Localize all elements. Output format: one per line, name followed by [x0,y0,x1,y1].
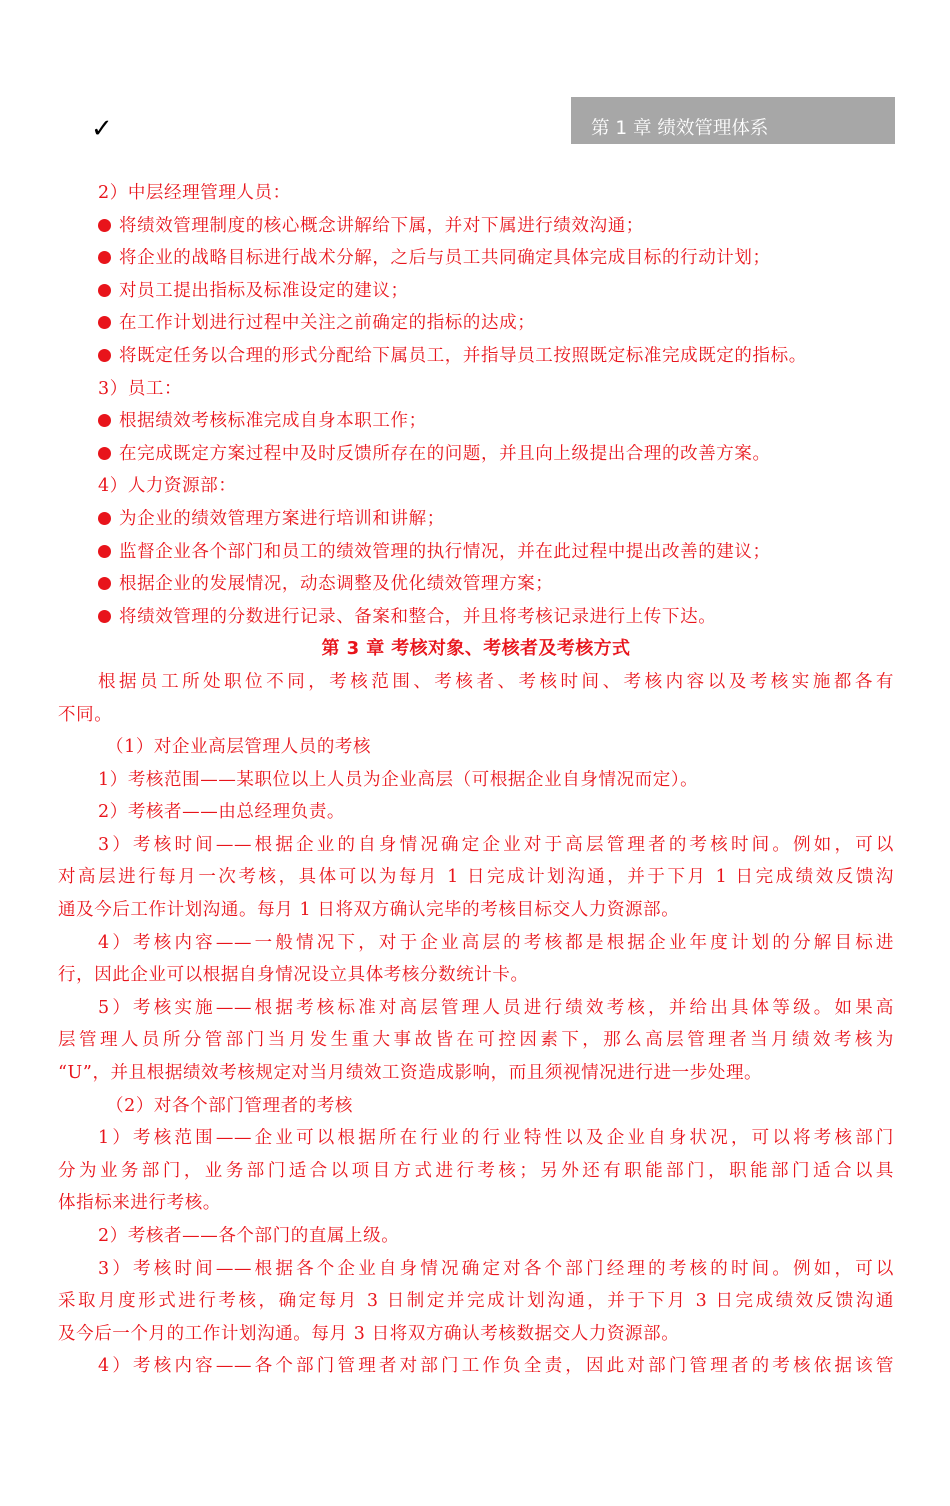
bullet-text: 将既定任务以合理的形式分配给下属员工，并指导员工按照既定标准完成既定的指标。 [119,345,807,366]
text-line [58,959,894,992]
text-line [58,829,894,862]
paragraph-text: 不同。 [58,704,113,725]
bullet-dot-icon [98,219,111,232]
paragraph-text: 层管理人员所分管部门当月发生重大事故皆在可控因素下，那么高层管理者当月绩效考核为 [58,1030,894,1051]
bullet-dot-icon [98,610,111,623]
text-line [58,1024,894,1057]
paragraph-text: 3）考核时间——根据各个企业自身情况确定对各个部门经理的考核的时间。例如，可以 [98,1258,894,1279]
chapter-header-box [571,97,895,144]
text-line [58,861,894,894]
text-line [58,1318,894,1351]
bullet-item [58,275,894,308]
paragraph-text: 通及今后工作计划沟通。每月 1 日将双方确认完毕的考核目标交人力资源部。 [58,900,680,921]
paragraph-text: 分为业务部门，业务部门适合以项目方式进行考核；另外还有职能部门，职能部门适合以具 [58,1160,894,1181]
bullet-text: 将企业的战略目标进行战术分解，之后与员工共同确定具体完成目标的行动计划； [119,248,771,269]
bullet-dot-icon [98,577,111,590]
text-line [58,177,894,210]
paragraph-text: 2）中层经理管理人员： [98,183,291,203]
chapter-header-title: 第 1 章 绩效管理体系 [591,118,769,139]
paragraph-text: 2）考核者——由总经理负责。 [98,802,346,823]
text-line [58,666,894,699]
paragraph-text: 4）人力资源部： [98,476,237,497]
text-line [58,470,894,503]
paragraph-text: 对高层进行每月一次考核，具体可以为每月 1 日完成计划沟通，并于下月 1 日完成绩效反馈沟 [58,867,894,888]
paragraph-text: 1）考核范围——企业可以根据所在行业的行业特性以及企业自身状况，可以将考核部门 [98,1128,894,1149]
paragraph-text: 3）考核时间——根据企业的自身情况确定企业对于高层管理者的考核时间。例如，可以 [98,834,894,855]
bullet-item [58,536,894,569]
bullet-text: 在完成既定方案过程中及时反馈所存在的问题，并且向上级提出合理的改善方案。 [119,443,771,464]
paragraph-text: 采取月度形式进行考核，确定每月 3 日制定并完成计划沟通，并于下月 3 日完成绩效反馈沟通 [58,1291,894,1312]
bullet-text: 根据绩效考核标准完成自身本职工作； [119,411,427,432]
bullet-text: 根据企业的发展情况，动态调整及优化绩效管理方案； [119,574,554,595]
paragraph-text: 1）考核范围——某职位以上人员为企业高层（可根据企业自身情况而定）。 [98,769,699,790]
bullet-text: 在工作计划进行过程中关注之前确定的指标的达成； [119,313,536,334]
text-line [58,1187,894,1220]
text-line [58,1155,894,1188]
text-line [58,1253,894,1286]
bullet-text: 将绩效管理制度的核心概念讲解给下属，并对下属进行绩效沟通； [119,215,644,236]
bullet-text: 为企业的绩效管理方案进行培训和讲解； [119,508,445,529]
bullet-dot-icon [98,414,111,427]
bullet-item [58,601,894,634]
bullet-dot-icon [98,284,111,297]
paragraph-text: （2）对各个部门管理者的考核 [106,1095,354,1116]
text-line [58,764,894,797]
paragraph-text: 4）考核内容——一般情况下，对于企业高层的考核都是根据企业年度计划的分解目标进 [98,932,894,953]
bullet-text: 对员工提出指标及标准设定的建议； [119,280,409,301]
chapter-heading-text: 第 3 章 考核对象、考核者及考核方式 [321,638,631,660]
text-line [58,1285,894,1318]
chapter-heading [58,633,894,666]
text-line [58,796,894,829]
text-line [58,1057,894,1090]
text-line [58,1220,894,1253]
paragraph-text: 3）员工： [98,378,183,399]
paragraph-text: 行，因此企业可以根据自身情况设立具体考核分数统计卡。 [58,965,529,986]
bullet-item [58,340,894,373]
paragraph-text: 5）考核实施——根据考核标准对高层管理人员进行绩效考核，并给出具体等级。如果高 [98,997,894,1018]
paragraph-text: 2）考核者——各个部门的直属上级。 [98,1226,400,1246]
text-line [58,1122,894,1155]
bullet-dot-icon [98,251,111,264]
bullet-dot-icon [98,545,111,558]
bullet-item [58,568,894,601]
bullet-dot-icon [98,447,111,460]
bullet-item [58,438,894,471]
paragraph-text: 体指标来进行考核。 [58,1193,221,1214]
bullet-dot-icon [98,316,111,329]
bullet-item [58,210,894,243]
paragraph-text: 4）考核内容——各个部门管理者对部门工作负全责，因此对部门管理者的考核依据该管 [98,1356,894,1377]
text-line [58,992,894,1025]
text-line [58,373,894,406]
bullet-text: 监督企业各个部门和员工的绩效管理的执行情况，并在此过程中提出改善的建议； [119,541,771,562]
bullet-dot-icon [98,512,111,525]
bullet-item [58,405,894,438]
page-body [58,177,894,1383]
bullet-item [58,307,894,340]
paragraph-text: 根据员工所处职位不同，考核范围、考核者、考核时间、考核内容以及考核实施都各有 [98,671,894,692]
paragraph-text: 及今后一个月的工作计划沟通。每月 3 日将双方确认考核数据交人力资源部。 [58,1323,680,1344]
check-mark: ✓ [91,114,113,144]
paragraph-text: （1）对企业高层管理人员的考核 [106,737,372,758]
text-line [58,894,894,927]
bullet-item [58,503,894,536]
text-line [58,927,894,960]
text-line [58,1350,894,1383]
bullet-item [58,242,894,275]
paragraph-text: “U”，并且根据绩效考核规定对当月绩效工资造成影响，而且须视情况进行进一步处理。 [58,1063,763,1084]
bullet-text: 将绩效管理的分数进行记录、备案和整合，并且将考核记录进行上传下达。 [119,606,717,627]
text-line [58,731,894,764]
text-line [58,699,894,732]
text-line [58,1090,894,1123]
bullet-dot-icon [98,349,111,362]
